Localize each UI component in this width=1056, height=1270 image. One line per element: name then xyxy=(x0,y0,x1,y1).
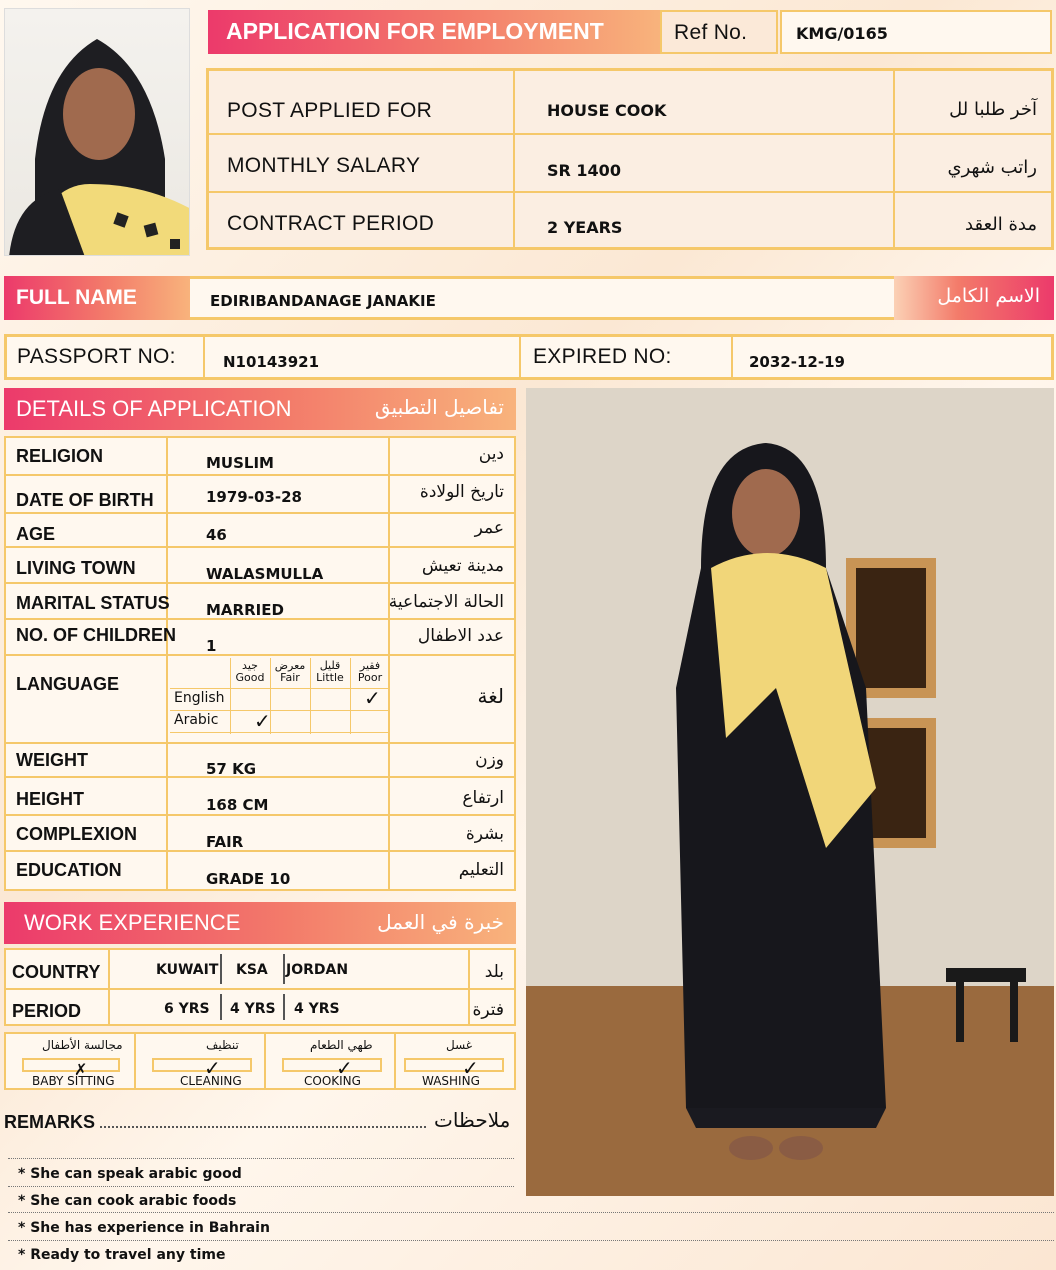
weight-arabic: وزن xyxy=(475,750,504,770)
period-jordan: 4 YRS xyxy=(294,1001,340,1017)
language-arabic: لغة xyxy=(477,684,504,708)
remarks-dots xyxy=(100,1126,426,1128)
marital-value: MARRIED xyxy=(206,601,284,619)
arabic-good-check-icon: ✓ xyxy=(254,709,271,733)
work-table xyxy=(4,948,516,1026)
post-table xyxy=(206,68,1054,250)
skill-cleaning-check-icon: ✓ xyxy=(204,1056,221,1080)
remark-1: * She can speak arabic good xyxy=(18,1166,242,1182)
education-arabic: التعليم xyxy=(458,860,504,880)
complexion-label: COMPLEXION xyxy=(16,824,138,844)
country-label: COUNTRY xyxy=(12,962,101,982)
skill-washing-check-icon: ✓ xyxy=(462,1056,479,1080)
portrait-photo xyxy=(4,8,190,256)
dob-label: DATE OF BIRTH xyxy=(16,490,154,510)
remark-2: * She can cook arabic foods xyxy=(18,1193,237,1209)
work-header xyxy=(4,902,516,944)
skill-cleaning-arabic: تنظيف xyxy=(206,1038,239,1052)
salary-arabic: راتب شهري xyxy=(947,157,1037,178)
remarks-label: REMARKS xyxy=(4,1112,96,1132)
height-arabic: ارتفاع xyxy=(462,788,504,808)
religion-label: RELIGION xyxy=(16,446,104,466)
education-value: GRADE 10 xyxy=(206,870,291,888)
religion-value: MUSLIM xyxy=(206,454,274,472)
full-name-arabic-box xyxy=(894,276,1054,320)
skill-cooking-check-icon: ✓ xyxy=(336,1056,353,1080)
full-body-photo xyxy=(526,388,1054,1196)
passport-row xyxy=(4,334,1054,380)
weight-label: WEIGHT xyxy=(16,750,88,770)
passport-value: N10143921 xyxy=(223,353,320,371)
language-english: English xyxy=(174,690,225,706)
skill-babysitting-label: BABY SITTING xyxy=(32,1074,115,1088)
salary-value: SR 1400 xyxy=(547,161,621,180)
remark-4: * Ready to travel any time xyxy=(18,1247,226,1263)
portrait-figure-icon xyxy=(5,9,190,256)
full-name-label: FULL NAME xyxy=(16,286,137,309)
dob-arabic: تاريخ الولادة xyxy=(419,482,504,502)
period-ksa: 4 YRS xyxy=(230,1001,276,1017)
remarks-arabic: ملاحظات xyxy=(434,1108,511,1132)
work-title-arabic: خبرة في العمل xyxy=(377,910,504,934)
period-kuwait: 6 YRS xyxy=(164,1001,210,1017)
level-little: قليل Little xyxy=(316,659,344,684)
period-label: PERIOD xyxy=(12,1001,82,1021)
remark-3: * She has experience in Bahrain xyxy=(18,1220,270,1236)
passport-label: PASSPORT NO: xyxy=(17,345,176,368)
expired-label: EXPIRED NO: xyxy=(533,345,672,368)
skill-washing-label: WASHING xyxy=(422,1074,480,1088)
expired-value: 2032-12-19 xyxy=(749,353,845,371)
children-value: 1 xyxy=(206,637,217,655)
children-arabic: عدد الاطفال xyxy=(417,626,504,646)
full-body-figure-icon xyxy=(526,388,1054,1196)
details-header xyxy=(4,388,516,430)
skill-cooking-arabic: طهي الطعام xyxy=(310,1038,373,1052)
work-title: WORK EXPERIENCE xyxy=(24,910,241,935)
full-name-arabic: الاسم الكامل xyxy=(937,285,1040,307)
skill-cooking-label: COOKING xyxy=(304,1074,361,1088)
full-name-value-box xyxy=(190,276,894,320)
contract-arabic: مدة العقد xyxy=(965,214,1037,235)
header-title-bar xyxy=(208,10,660,54)
town-value: WALASMULLA xyxy=(206,565,324,583)
country-ksa: KSA xyxy=(236,962,268,978)
contract-label: CONTRACT PERIOD xyxy=(227,212,435,235)
complexion-value: FAIR xyxy=(206,833,244,851)
details-table xyxy=(4,436,516,891)
age-label: AGE xyxy=(16,524,56,544)
skill-babysitting-arabic: مجالسة الأطفال xyxy=(42,1038,123,1052)
ref-value-box xyxy=(780,10,1052,54)
ref-label-box xyxy=(660,10,778,54)
skill-babysitting-cross-icon: ✗ xyxy=(74,1060,88,1079)
children-label: NO. OF CHILDREN xyxy=(16,625,176,645)
post-value: HOUSE COOK xyxy=(547,101,667,120)
details-title: DETAILS OF APPLICATION xyxy=(16,396,292,421)
english-poor-check-icon: ✓ xyxy=(364,686,381,710)
salary-label: MONTHLY SALARY xyxy=(227,154,421,177)
height-value: 168 CM xyxy=(206,796,269,814)
country-kuwait: KUWAIT xyxy=(156,962,219,978)
country-arabic: بلد xyxy=(484,962,504,982)
language-label: LANGUAGE xyxy=(16,674,119,694)
marital-arabic: الحالة الاجتماعية xyxy=(388,592,504,612)
full-name-value: EDIRIBANDANAGE JANAKIE xyxy=(210,292,436,310)
dob-value: 1979-03-28 xyxy=(206,488,302,506)
skill-cleaning-label: CLEANING xyxy=(180,1074,242,1088)
age-value: 46 xyxy=(206,526,227,544)
complexion-arabic: بشرة xyxy=(465,824,504,844)
religion-arabic: دين xyxy=(478,444,504,464)
height-label: HEIGHT xyxy=(16,789,85,809)
ref-label: Ref No. xyxy=(674,21,748,44)
ref-value: KMG/0165 xyxy=(796,24,888,43)
post-arabic: آخر طلبا لل xyxy=(949,99,1037,120)
level-good: جيد Good xyxy=(235,659,265,684)
contract-value: 2 YEARS xyxy=(547,218,623,237)
marital-label: MARITAL STATUS xyxy=(16,593,170,613)
country-jordan: JORDAN xyxy=(286,962,349,978)
header-title: APPLICATION FOR EMPLOYMENT xyxy=(226,18,604,44)
town-arabic: مدينة تعيش xyxy=(421,556,504,576)
period-arabic: فترة xyxy=(472,1000,504,1020)
weight-value: 57 KG xyxy=(206,760,257,778)
language-arabic-name: Arabic xyxy=(174,712,219,728)
age-arabic: عمر xyxy=(474,518,504,538)
language-grid xyxy=(170,658,390,734)
skill-washing-arabic: غسل xyxy=(446,1038,473,1052)
level-poor: فقير Poor xyxy=(357,659,383,684)
level-fair: معرض Fair xyxy=(274,659,306,684)
town-label: LIVING TOWN xyxy=(16,558,136,578)
post-label: POST APPLIED FOR xyxy=(227,99,433,122)
full-name-label-box xyxy=(4,276,190,320)
education-label: EDUCATION xyxy=(16,860,122,880)
skills-row xyxy=(4,1032,516,1090)
details-title-arabic: تفاصيل التطبيق xyxy=(374,395,504,419)
